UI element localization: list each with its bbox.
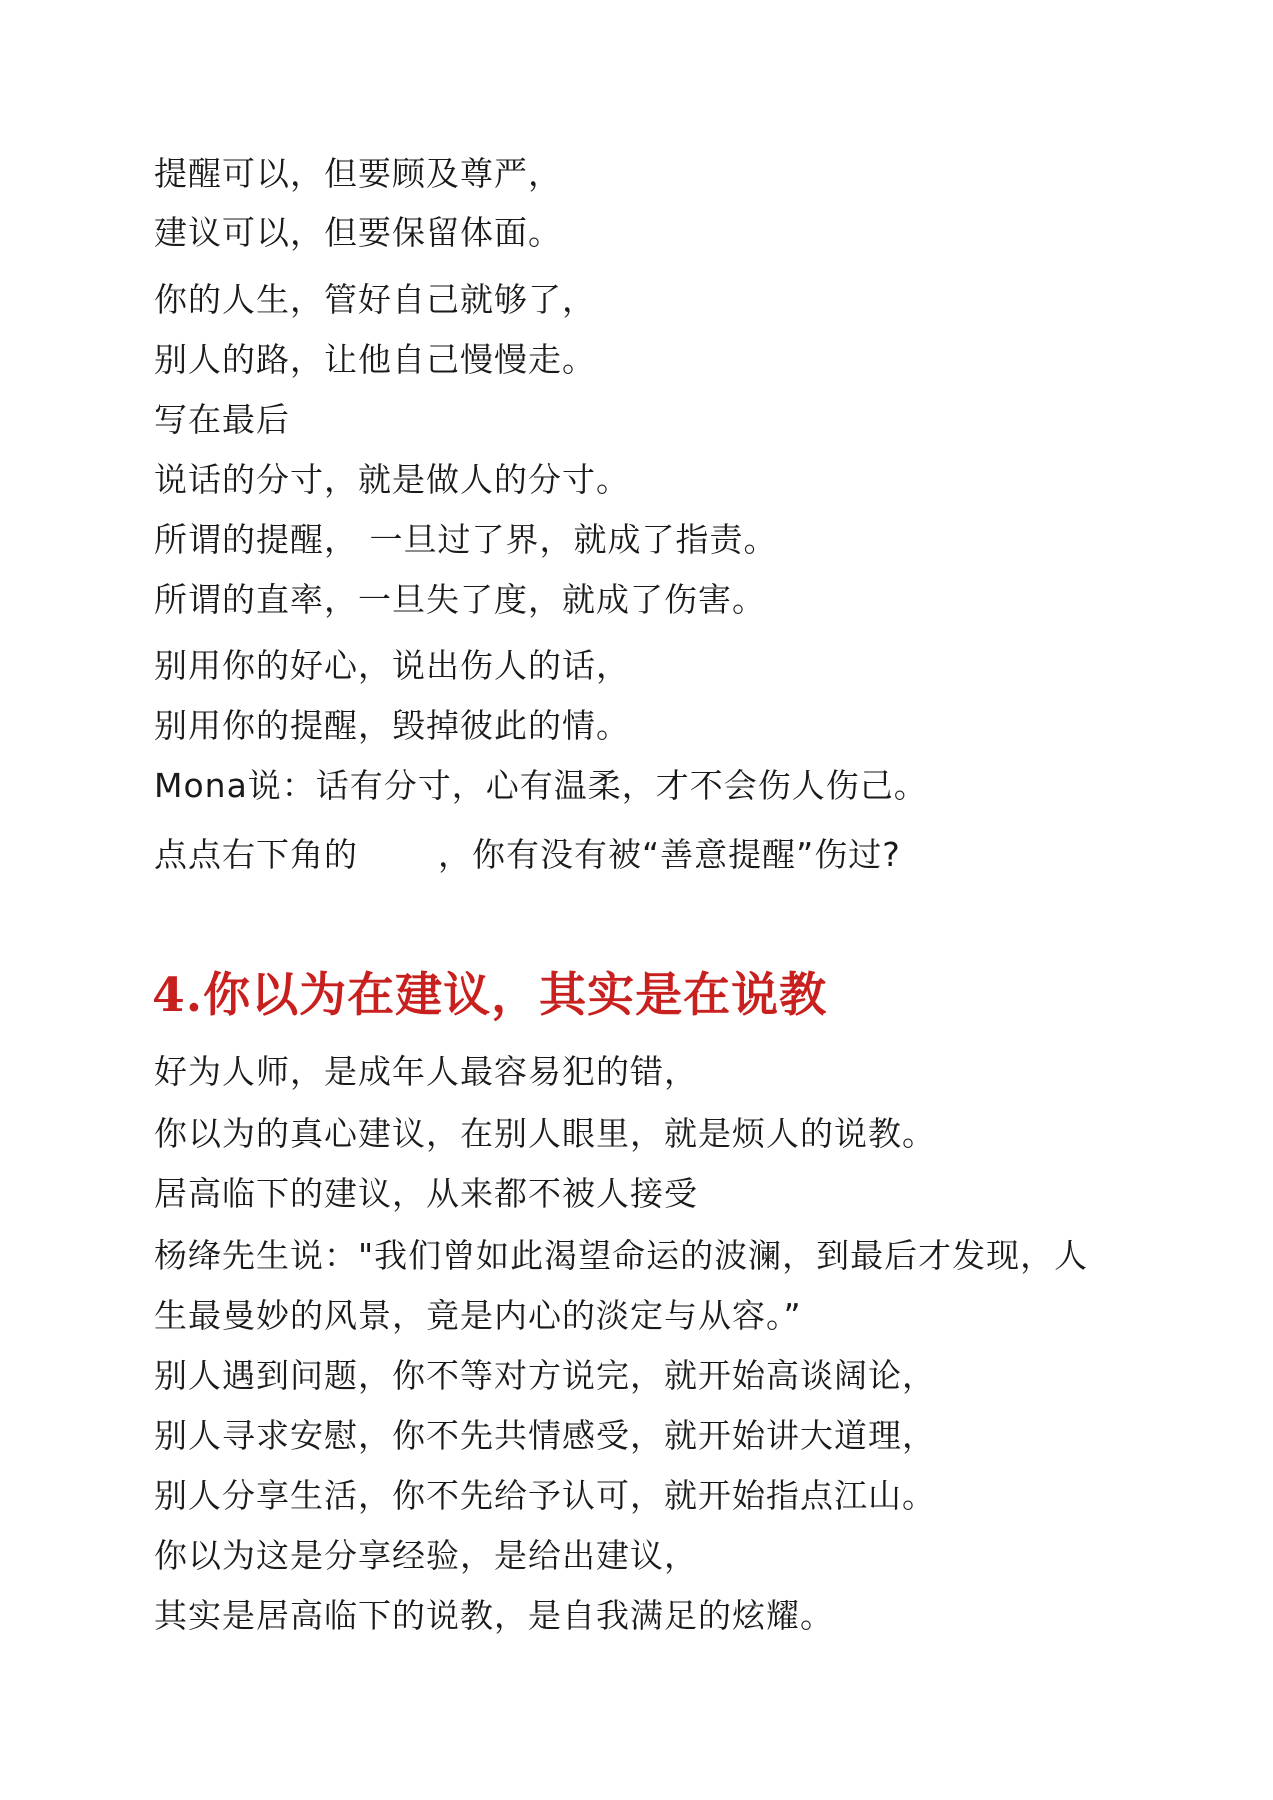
paragraph-line: 你以为的真心建议，在别人眼里，就是烦人的说教。 [154, 1114, 936, 1153]
paragraph-line: 居高临下的建议，从来都不被人接受 [154, 1174, 698, 1213]
cta-text-after: ，你有没有被“善意提醒”伤过? [438, 835, 901, 874]
paragraph-line: 别人寻求安慰，你不先共情感受，就开始讲大道理， [154, 1416, 936, 1455]
paragraph-line: 你的人生，管好自己就够了， [154, 280, 596, 319]
section-title: 你以为在建议，其实是在说教 [203, 968, 828, 1023]
paragraph-line: 你以为这是分享经验，是给出建议， [154, 1536, 698, 1575]
paragraph-line: 所谓的提醒， 一旦过了界，就成了指责。 [154, 520, 778, 559]
call-to-action-line [154, 835, 901, 875]
paragraph-line: 其实是居高临下的说教，是自我满足的炫耀。 [154, 1596, 834, 1635]
paragraph-line: Mona说：话有分寸，心有温柔，才不会伤人伤己。 [154, 766, 928, 805]
subheading-write-at-last: 写在最后 [154, 400, 290, 439]
paragraph-line: 别人的路，让他自己慢慢走。 [154, 340, 596, 379]
paragraph-line: 别人遇到问题，你不等对方说完，就开始高谈阔论， [154, 1356, 936, 1395]
quote-line: 生最曼妙的风景，竟是内心的淡定与从容。” [154, 1296, 802, 1335]
section-heading [152, 968, 827, 1024]
quote-line: 杨绛先生说："我们曾如此渴望命运的波澜，到最后才发现，人 [154, 1236, 1089, 1275]
paragraph-line: 别用你的提醒，毁掉彼此的情。 [154, 706, 630, 745]
cta-text-before: 点点右下角的 [154, 835, 358, 874]
paragraph-line: 建议可以，但要保留体面。 [154, 213, 562, 252]
paragraph-line: 提醒可以，但要顾及尊严， [154, 154, 562, 193]
paragraph-line: 好为人师，是成年人最容易犯的错， [154, 1052, 698, 1091]
paragraph-line: 说话的分寸，就是做人的分寸。 [154, 460, 630, 499]
paragraph-line: 别人分享生活，你不先给予认可，就开始指点江山。 [154, 1476, 936, 1515]
section-number: 4. [152, 968, 204, 1023]
paragraph-line: 所谓的直率，一旦失了度，就成了伤害。 [154, 580, 766, 619]
paragraph-line: 别用你的好心，说出伤人的话， [154, 646, 630, 685]
